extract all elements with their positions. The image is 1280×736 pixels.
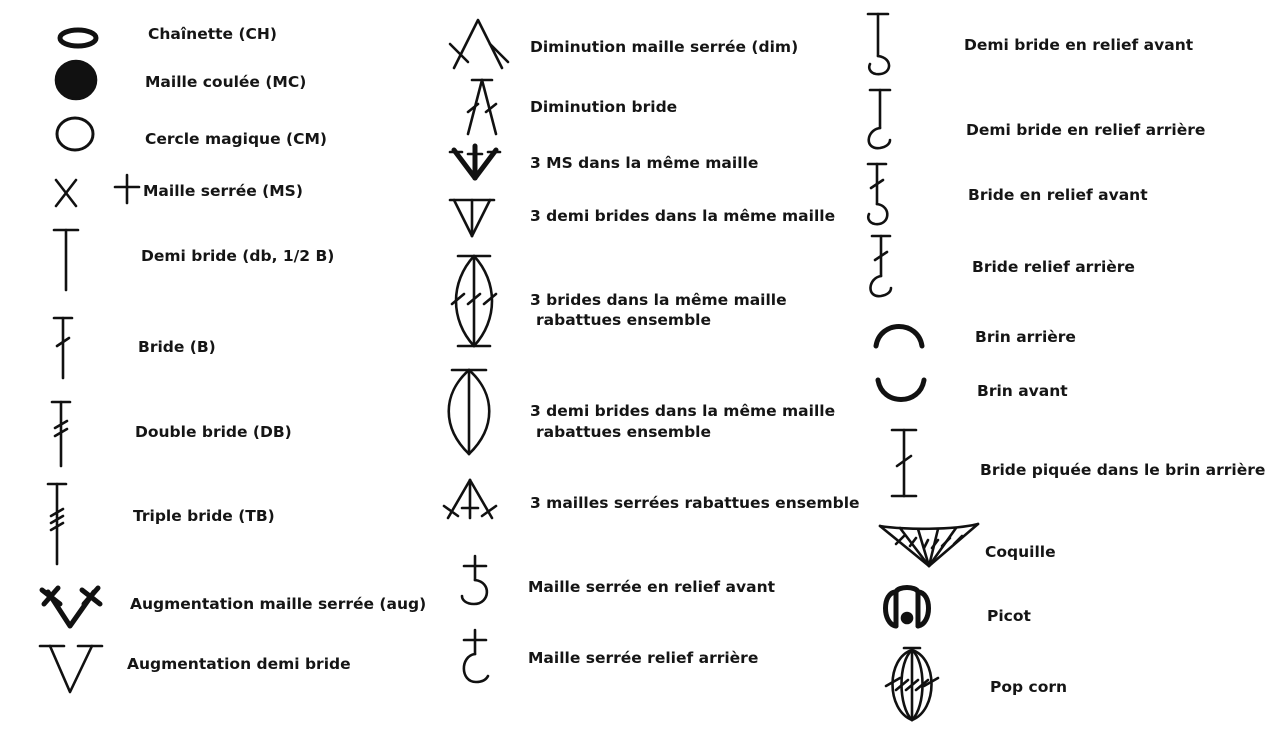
label-augmentation-ms: Augmentation maille serrée (aug) [130,595,427,613]
label-triple-bride: Triple bride (TB) [133,507,275,525]
three-sc-same-stitch-icon [446,142,504,184]
label-bride-relief-arriere: Bride relief arrière [972,258,1135,276]
back-post-hdc-icon [862,86,898,154]
label-ms-relief-avant: Maille serrée en relief avant [528,578,776,596]
label-bride: Bride (B) [138,338,216,356]
label-3-brides-line1: 3 brides dans la même maille [530,291,787,309]
label-db-relief-avant: Demi bride en relief avant [964,36,1194,54]
label-bride-relief-avant: Bride en relief avant [968,186,1148,204]
front-post-dc-icon [860,160,894,230]
chain-oval-icon [56,24,100,52]
label-3-brides-line2: rabattues ensemble [536,311,712,329]
dc-back-loop-icon [886,426,922,500]
label-maille-coulee: Maille coulée (MC) [145,73,307,91]
label-picot: Picot [987,607,1031,625]
label-3-ms: 3 MS dans la même maille [530,154,759,172]
front-loop-icon [872,374,930,410]
label-pop-corn: Pop corn [990,678,1068,696]
label-brin-avant: Brin avant [977,382,1068,400]
label-3-demi-brides: 3 demi brides dans la même maille [530,207,836,225]
double-crochet-icon [48,314,78,382]
single-crochet-x-icon [52,176,82,210]
three-sc-together-icon [440,474,500,522]
label-double-bride: Double bride (DB) [135,423,292,441]
label-bride-piquee: Bride piquée dans le brin arrière [980,461,1266,479]
front-post-hdc-icon [860,10,896,80]
triple-crochet-icon [42,480,72,568]
label-ms-relief-arriere: Maille serrée relief arrière [528,649,759,667]
three-hdc-same-stitch-icon [446,194,498,240]
label-coquille: Coquille [985,543,1056,561]
single-crochet-plus-icon [113,173,141,205]
back-loop-icon [870,316,928,352]
three-dc-cluster-icon [444,252,504,350]
label-maille-serree: Maille serrée (MS) [143,182,303,200]
label-demi-bride: Demi bride (db, 1/2 B) [141,247,335,265]
back-post-sc-icon [456,626,494,688]
label-db-relief-arriere: Demi bride en relief arrière [966,121,1206,139]
back-post-dc-icon [864,232,898,302]
front-post-sc-icon [456,552,494,608]
sc-decrease-icon [444,14,514,72]
label-diminution-ms: Diminution maille serrée (dim) [530,38,799,56]
label-chainette: Chaînette (CH) [148,25,277,43]
dc-decrease-icon [460,76,504,138]
label-diminution-bride: Diminution bride [530,98,678,116]
slip-stitch-dot-icon [52,58,100,102]
picot-icon [878,582,936,634]
hdc-increase-icon [36,640,106,698]
magic-circle-icon [52,114,98,154]
label-3-demi-brides-rab-line1: 3 demi brides dans la même maille [530,402,836,420]
label-brin-arriere: Brin arrière [975,328,1076,346]
label-3-demi-brides-rab-line2: rabattues ensemble [536,423,712,441]
shell-icon [874,518,984,570]
label-augmentation-demi-bride: Augmentation demi bride [127,655,351,673]
three-hdc-cluster-icon [440,366,498,458]
treble-crochet-icon [46,398,76,470]
half-double-crochet-t-icon [50,226,82,294]
sc-increase-icon [36,582,106,632]
label-cercle-magique: Cercle magique (CM) [145,130,327,148]
popcorn-icon [880,644,944,724]
label-3-ms-rabattues: 3 mailles serrées rabattues ensemble [530,494,860,512]
